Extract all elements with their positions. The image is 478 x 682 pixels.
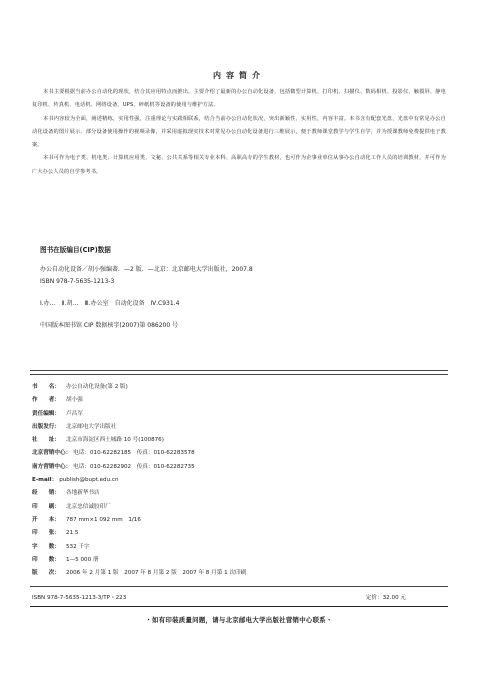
colophon-key: 印 张：: [32, 530, 60, 537]
colophon-value: 北京市海淀区西土城路 10 号(100876): [66, 437, 164, 444]
intro-paragraph: 本书内容较为全面，阐述精练，实用性强，注重理论与实践相联系，结合当前办公自动化状况，突出新颖性、实用性，内容丰富。本书含有配套光盘，光盘中有常见办公自动化设备的图片展示、部分设备使用操作的视频录像，并采用虚拟现实技术对常见办公自动化设备进行三维展示，便于教师课堂教学与学生自学，并为授课教师免费提供电子教案。: [32, 115, 446, 149]
colophon-row: [32, 434, 452, 447]
colophon-row: [32, 447, 452, 460]
colophon-key: 开 本：: [32, 516, 60, 523]
colophon-value: 胡小强: [66, 397, 83, 404]
colophon-row: [32, 474, 452, 487]
colophon-key: 作 者：: [32, 397, 60, 404]
colophon-value: 21.5: [66, 530, 79, 537]
colophon-row: [32, 487, 452, 500]
colophon-key: 出版发行：: [32, 423, 60, 430]
colophon-value: 电话：010-62282902 传真：010-62282735: [73, 463, 195, 470]
colophon-key: 经 销：: [32, 490, 60, 497]
colophon-key: 字 数：: [32, 543, 60, 550]
colophon-value: 北京忠信诚胶印厂: [66, 503, 111, 510]
colophon-row: [32, 514, 452, 527]
colophon-row: [32, 381, 452, 394]
price: 定价：32.00 元: [365, 595, 406, 601]
colophon-value: 办公自动化设备(第 2 版): [66, 384, 128, 390]
colophon-value: 787 mm×1 092 mm 1/16: [66, 516, 141, 523]
intro-paragraph: 本书可作为电子类、机电类、计算机应用类、文秘、公共关系等相关专业本科、高职高专的学生教材，也可作为企事业单位从事办公自动化工作人员的培训教材，并可作为广大办公人员的自学参考书。: [32, 155, 446, 175]
colophon-value: 2006 年 2 月第 1 版 2007 年 8 月第 2 版 2007 年 8 月第 1 次印刷: [66, 570, 247, 577]
cip-bibliographic-line: 办公自动化设备／胡小强编著．—2 版．—北京：北京邮电大学出版社，2007.8: [40, 266, 253, 273]
colophon-key: 南方营销中心：: [32, 463, 72, 470]
intro-title: 内容简介: [213, 71, 265, 80]
colophon-key: 书 名：: [32, 384, 60, 390]
footer-isbn: ISBN 978-7-5635-1213-3/TP・223: [32, 595, 127, 601]
colophon-key: 版 次：: [32, 570, 60, 577]
colophon-row: [32, 527, 452, 540]
colophon-row: [32, 501, 452, 514]
cip-block: [40, 244, 440, 332]
divider: [30, 374, 448, 375]
colophon-row: [32, 408, 452, 421]
intro-paragraph: 本书主要根据当前办公自动化的现状，结合其应用特点而推出。主要介绍了最新的办公自动化设备，包括微型计算机、打印机、扫描仪、数码相机、投影仪、触摸屏、静电复印机、传真机、电话机、网络设备、UPS、碎纸机等设备的使用与维护方法。: [32, 89, 446, 109]
colophon-row: [32, 541, 452, 554]
colophon-row: [32, 394, 452, 407]
divider: [30, 586, 448, 587]
colophon-value: 电话：010-62282185 传真：010-62283578: [73, 450, 195, 457]
colophon-key: 印 刷：: [32, 503, 60, 510]
colophon-key: 印 数：: [32, 556, 60, 563]
colophon-row: [32, 567, 452, 580]
colophon-value: 1—5 000 册: [66, 556, 99, 563]
cip-isbn: ISBN 978-7-5635-1213-3: [40, 278, 115, 285]
colophon-key: 社 址：: [32, 437, 60, 444]
colophon-row: [32, 461, 452, 474]
colophon-key: 北京营销中心：: [32, 450, 72, 457]
divider: [30, 606, 448, 607]
colophon-row: [32, 554, 452, 567]
intro-body: [32, 86, 446, 179]
divider: [30, 370, 448, 371]
colophon-value: 532 千字: [66, 543, 90, 550]
colophon: [32, 381, 452, 580]
colophon-value: 各地新华书店: [66, 490, 100, 497]
quality-notice: ・如有印装质量问题，请与北京邮电大学出版社营销中心联系・: [145, 616, 333, 624]
cip-record-number: 中国版本图书馆 CIP 数据核字(2007)第 086200 号: [40, 322, 179, 329]
cip-subject-line: Ⅰ.办… Ⅱ.胡… Ⅲ.办公室 自动化设备 Ⅳ.C931.4: [40, 300, 180, 307]
colophon-value: 北京邮电大学出版社: [66, 423, 117, 430]
colophon-value: publish@bupt.edu.cn: [59, 477, 119, 484]
colophon-key: E-mail：: [32, 477, 58, 484]
cip-title: 图书在版编目(CIP)数据: [40, 246, 111, 254]
colophon-key: 责任编辑：: [32, 410, 60, 417]
colophon-value: 卢昌军: [66, 410, 83, 417]
isbn-price-line: [32, 592, 446, 604]
colophon-row: [32, 421, 452, 434]
